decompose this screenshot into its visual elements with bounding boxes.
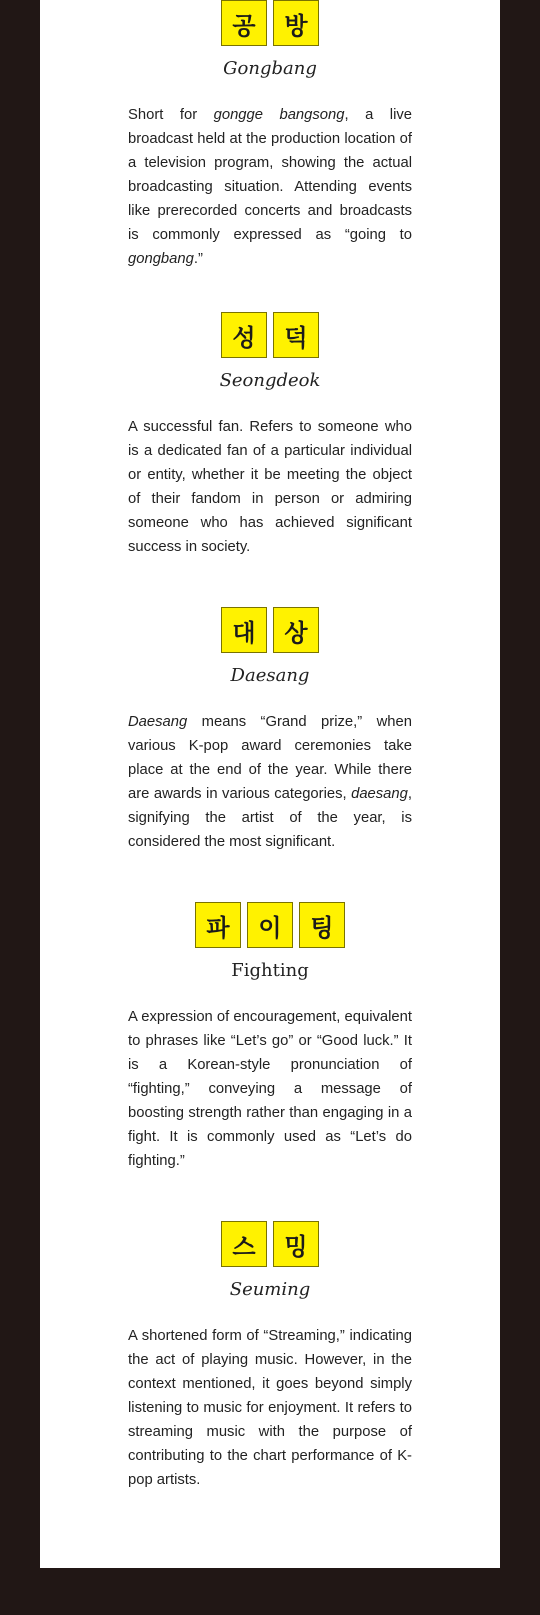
term-description: A expression of encouragement, equivalent to phrases like “Let’s go” or “Good luck.” It is a Korean-style pronunciation of “fighting,” conveying a message of boosting strength rather than engaging in a fight. It is commonly used as “Let’s do fighting.” bbox=[128, 1009, 412, 1169]
syllable-tile: 덕 bbox=[273, 312, 319, 358]
entry-seongdeok bbox=[40, 312, 500, 559]
syllable-tiles bbox=[40, 902, 500, 948]
romanized-term: Gongbang bbox=[223, 58, 317, 79]
syllable-tiles bbox=[40, 607, 500, 653]
entry-fighting bbox=[40, 902, 500, 1173]
syllable-tile: 파 bbox=[195, 902, 241, 948]
syllable-tile: 상 bbox=[273, 607, 319, 653]
term-description: A successful fan. Refers to someone who is a dedicated fan of a particular individual or entity, whether it be meeting the object of their fandom in person or admiring someone who has achieved significant success in society. bbox=[128, 419, 412, 555]
term-description: Short for gongge bangsong, a live broadcast held at the production location of a television program, showing the actual broadcasting situation. Attending events like prerecorded concerts and broadcasts is commonly expressed as “going to gongbang.” bbox=[128, 107, 412, 267]
romanized-term: Daesang bbox=[230, 665, 310, 686]
syllable-tiles bbox=[40, 0, 500, 46]
glossary-page bbox=[40, 0, 500, 1568]
entry-daesang bbox=[40, 607, 500, 854]
romanized-term: Fighting bbox=[231, 960, 309, 981]
syllable-tile: 공 bbox=[221, 0, 267, 46]
syllable-tile: 밍 bbox=[273, 1221, 319, 1267]
syllable-tile: 대 bbox=[221, 607, 267, 653]
entry-seuming bbox=[40, 1221, 500, 1492]
term-description: Daesang means “Grand prize,” when various K-pop award ceremonies take place at the end of the year. While there are awards in various categories, daesang, signifying the artist of the year, is considered the most significant. bbox=[128, 714, 412, 850]
syllable-tile: 스 bbox=[221, 1221, 267, 1267]
syllable-tile: 팅 bbox=[299, 902, 345, 948]
syllable-tiles bbox=[40, 312, 500, 358]
romanized-term: Seuming bbox=[229, 1279, 311, 1300]
syllable-tile: 방 bbox=[273, 0, 319, 46]
syllable-tile: 성 bbox=[221, 312, 267, 358]
romanized-term: Seongdeok bbox=[219, 370, 321, 391]
term-description: A shortened form of “Streaming,” indicating the act of playing music. However, in the context mentioned, it goes beyond simply listening to music for enjoyment. It refers to streaming music with the purpose of contributing to the chart performance of K-pop artists. bbox=[128, 1328, 412, 1488]
entry-gongbang bbox=[40, 0, 500, 271]
syllable-tile: 이 bbox=[247, 902, 293, 948]
syllable-tiles bbox=[40, 1221, 500, 1267]
